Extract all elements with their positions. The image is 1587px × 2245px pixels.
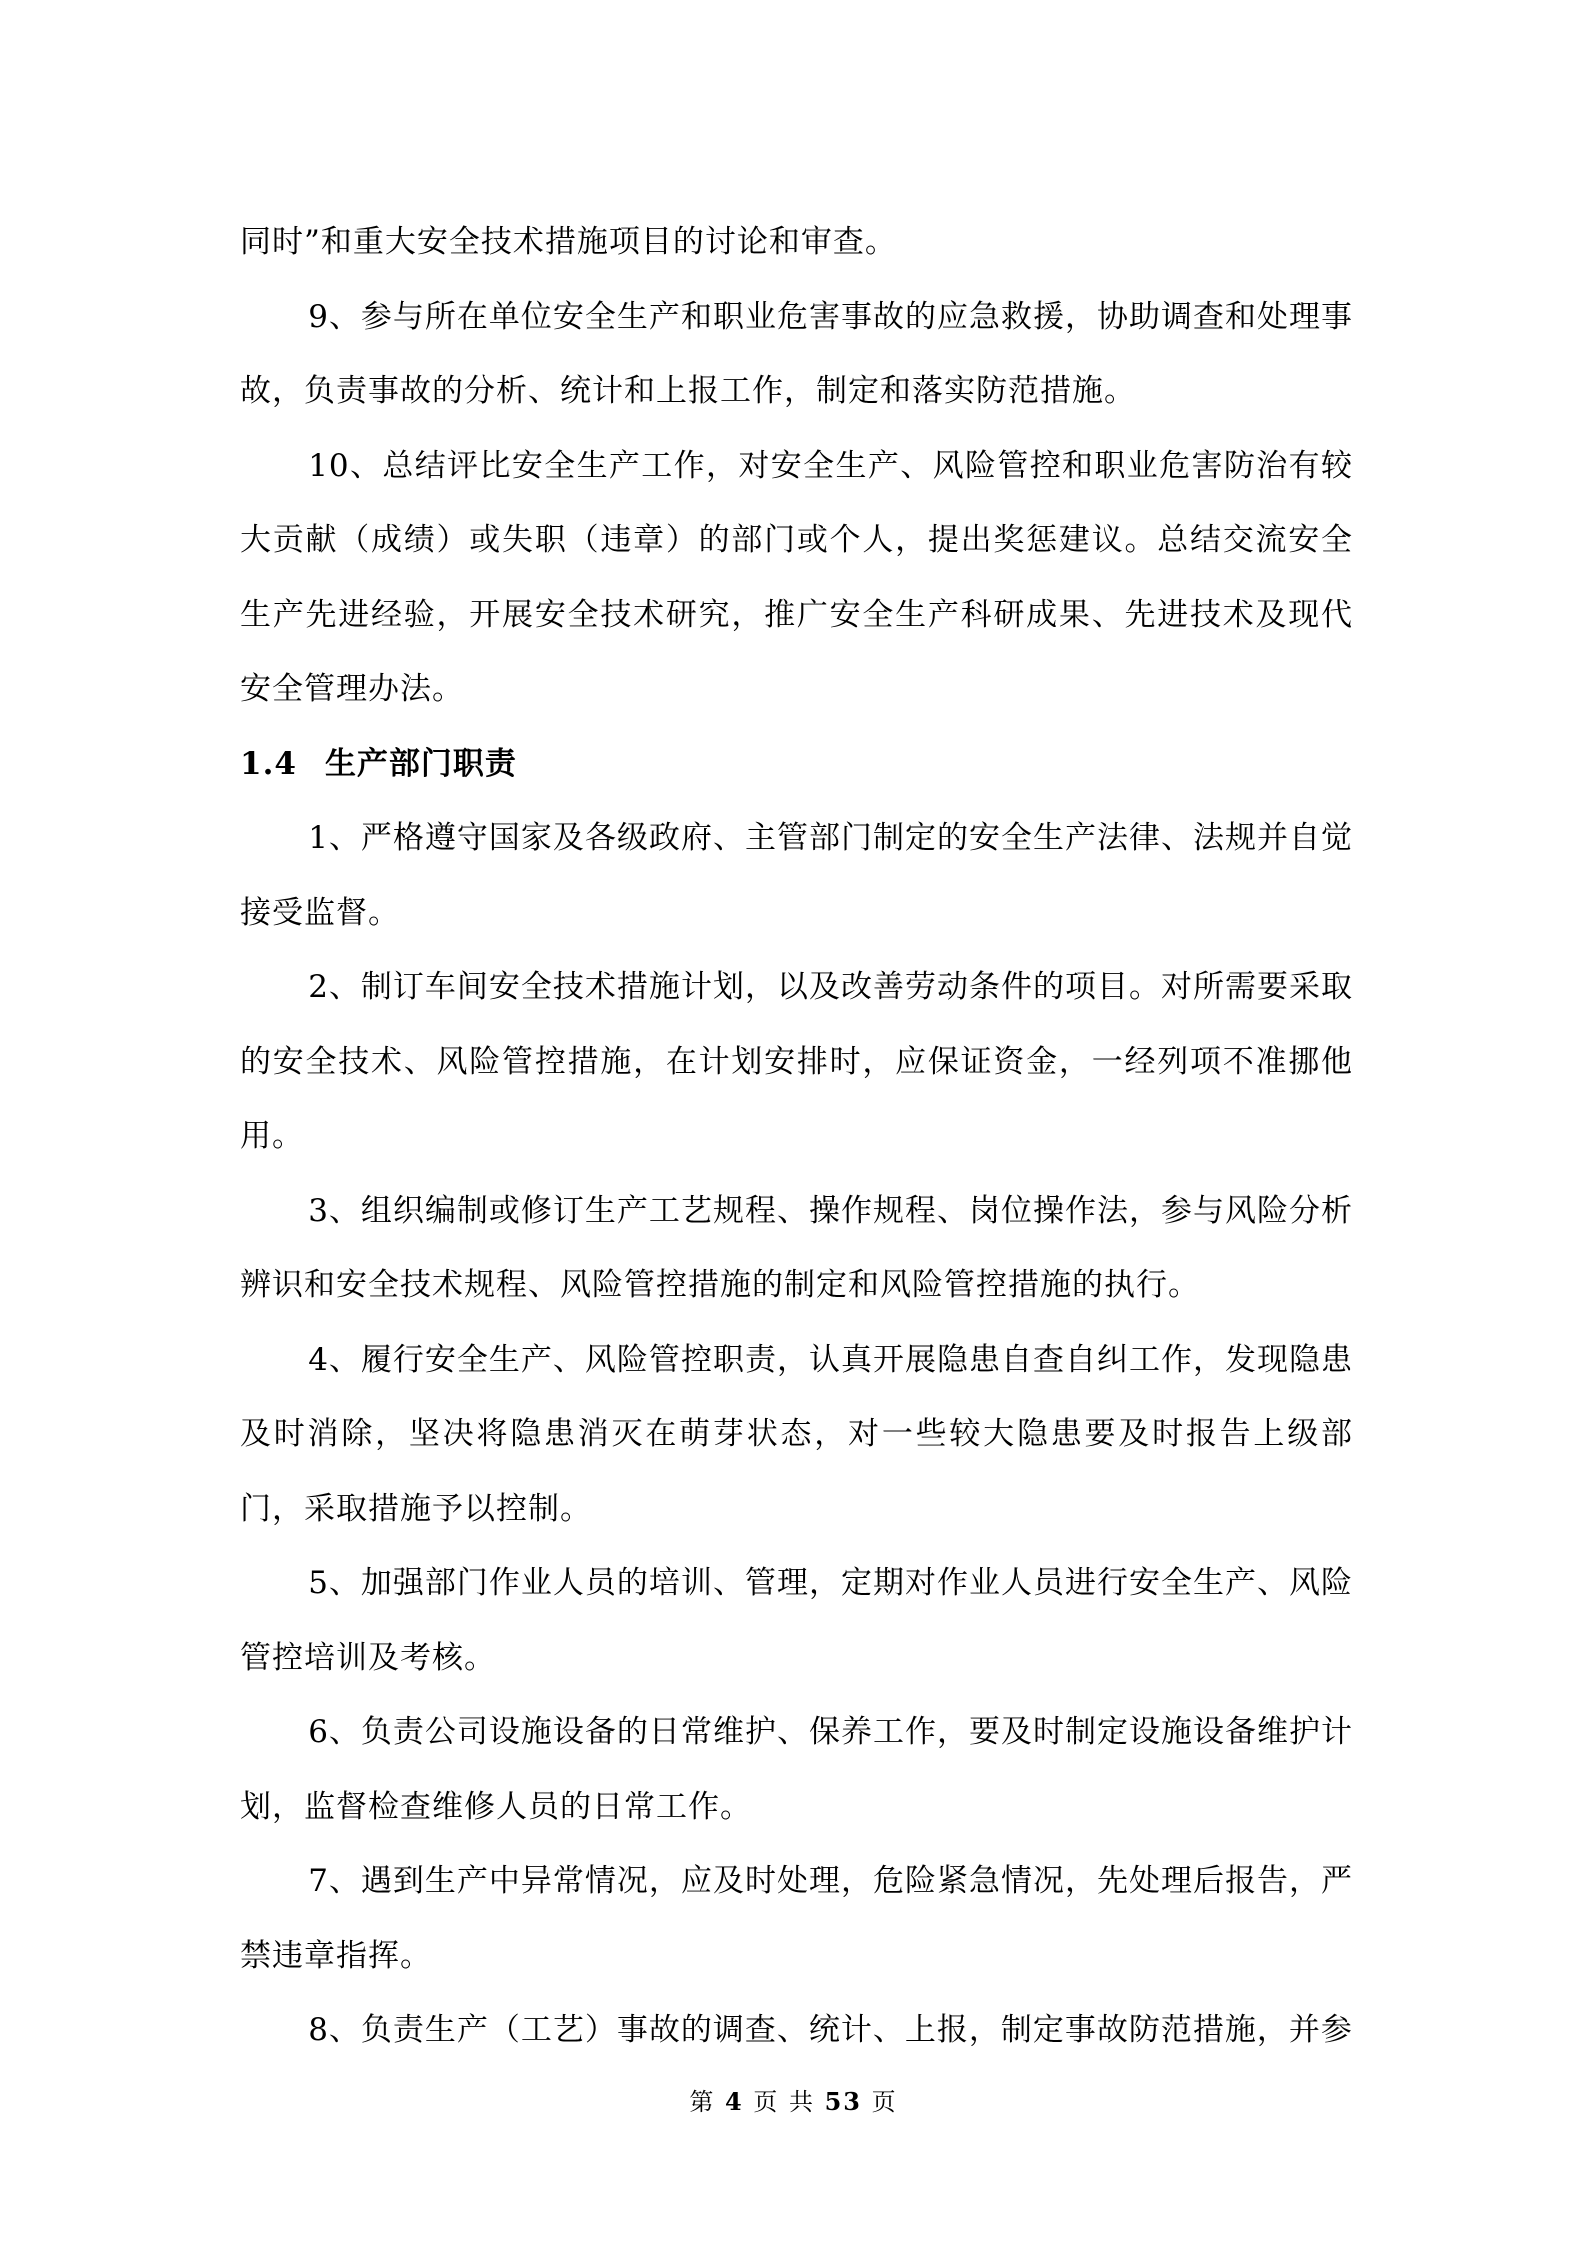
list-item: 2、制订车间安全技术措施计划，以及改善劳动条件的项目。对所需要采取的安全技术、风险管控措施，在计划安排时，应保证资金，一经列项不准挪他用。 bbox=[240, 969, 1353, 1154]
section-heading bbox=[240, 727, 1353, 802]
list-item: 7、遇到生产中异常情况，应及时处理，危险紧急情况，先处理后报告，严禁违章指挥。 bbox=[240, 1863, 1353, 1974]
list-item: 5、加强部门作业人员的培训、管理，定期对作业人员进行安全生产、风险管控培训及考核。 bbox=[240, 1565, 1353, 1676]
list-item: 6、负责公司设施设备的日常维护、保养工作，要及时制定设施设备维护计划，监督检查维修人员的日常工作。 bbox=[240, 1714, 1353, 1825]
section-title: 生产部门职责 bbox=[324, 745, 517, 782]
paragraph-item-9: 9、参与所在单位安全生产和职业危害事故的应急救援，协助调查和处理事故，负责事故的分析、统计和上报工作，制定和落实防范措施。 bbox=[240, 298, 1353, 409]
footer-suffix: 页 bbox=[871, 2088, 898, 2116]
page-footer bbox=[0, 2082, 1587, 2117]
list-item: 8、负责生产（工艺）事故的调查、统计、上报，制定事故防范措施，并参 bbox=[308, 2012, 1353, 2048]
page-body bbox=[240, 205, 1353, 2068]
list-item: 1、严格遵守国家及各级政府、主管部门制定的安全生产法律、法规并自觉接受监督。 bbox=[240, 820, 1353, 931]
section-number: 1.4 bbox=[240, 745, 297, 782]
footer-total-pages: 53 bbox=[824, 2087, 863, 2116]
footer-middle: 页 共 bbox=[753, 2088, 815, 2116]
list-item: 3、组织编制或修订生产工艺规程、操作规程、岗位操作法，参与风险分析辨识和安全技术规程、风险管控措施的制定和风险管控措施的执行。 bbox=[240, 1192, 1353, 1303]
paragraph-item-10: 10、总结评比安全生产工作，对安全生产、风险管控和职业危害防治有较大贡献（成绩）或失职（违章）的部门或个人，提出奖惩建议。总结交流安全生产先进经验，开展安全技术研究，推广安全生产科研成果、先进技术及现代安全管理办法。 bbox=[240, 447, 1353, 707]
footer-page-number: 4 bbox=[724, 2087, 744, 2116]
list-item: 4、履行安全生产、风险管控职责，认真开展隐患自查自纠工作，发现隐患及时消除，坚决将隐患消灭在萌芽状态，对一些较大隐患要及时报告上级部门，采取措施予以控制。 bbox=[240, 1341, 1353, 1527]
paragraph-continuation: 同时”和重大安全技术措施项目的讨论和审查。 bbox=[240, 224, 897, 260]
footer-prefix: 第 bbox=[689, 2088, 716, 2116]
